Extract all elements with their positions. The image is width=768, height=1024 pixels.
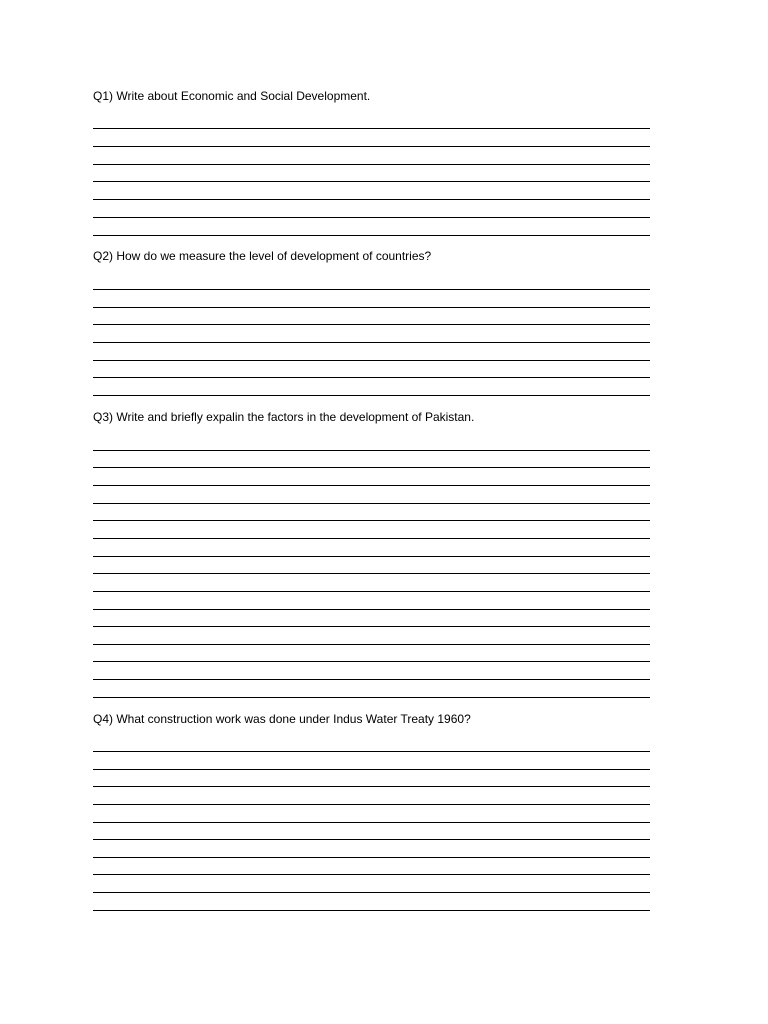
answer-line: [93, 892, 650, 893]
question-1-text: Q1) Write about Economic and Social Development.: [93, 89, 371, 103]
answer-line: [93, 874, 650, 875]
answer-line: [93, 199, 650, 200]
answer-line: [93, 591, 650, 592]
answer-line: [93, 910, 650, 911]
answer-line: [93, 467, 650, 468]
answer-line: [93, 609, 650, 610]
answer-line: [93, 217, 650, 218]
answer-line: [93, 697, 650, 698]
answer-line: [93, 520, 650, 521]
answer-line: [93, 839, 650, 840]
question-3-text: Q3) Write and briefly expalin the factors in the development of Pakistan.: [93, 410, 475, 424]
answer-line: [93, 146, 650, 147]
answer-line: [93, 307, 650, 308]
answer-line: [93, 377, 650, 378]
answer-line: [93, 857, 650, 858]
answer-line: [93, 128, 650, 129]
answer-line: [93, 450, 650, 451]
answer-line: [93, 556, 650, 557]
answer-line: [93, 538, 650, 539]
answer-line: [93, 342, 650, 343]
answer-line: [93, 395, 650, 396]
answer-line: [93, 573, 650, 574]
answer-line: [93, 644, 650, 645]
answer-line: [93, 289, 650, 290]
answer-line: [93, 324, 650, 325]
answer-line: [93, 503, 650, 504]
answer-line: [93, 626, 650, 627]
answer-line: [93, 679, 650, 680]
answer-line: [93, 786, 650, 787]
answer-line: [93, 181, 650, 182]
answer-line: [93, 164, 650, 165]
answer-line: [93, 485, 650, 486]
answer-line: [93, 360, 650, 361]
answer-line: [93, 822, 650, 823]
question-2-text: Q2) How do we measure the level of development of countries?: [93, 249, 432, 263]
question-4-text: Q4) What construction work was done under Indus Water Treaty 1960?: [93, 712, 471, 726]
answer-line: [93, 769, 650, 770]
answer-line: [93, 751, 650, 752]
answer-line: [93, 661, 650, 662]
answer-line: [93, 235, 650, 236]
answer-line: [93, 804, 650, 805]
